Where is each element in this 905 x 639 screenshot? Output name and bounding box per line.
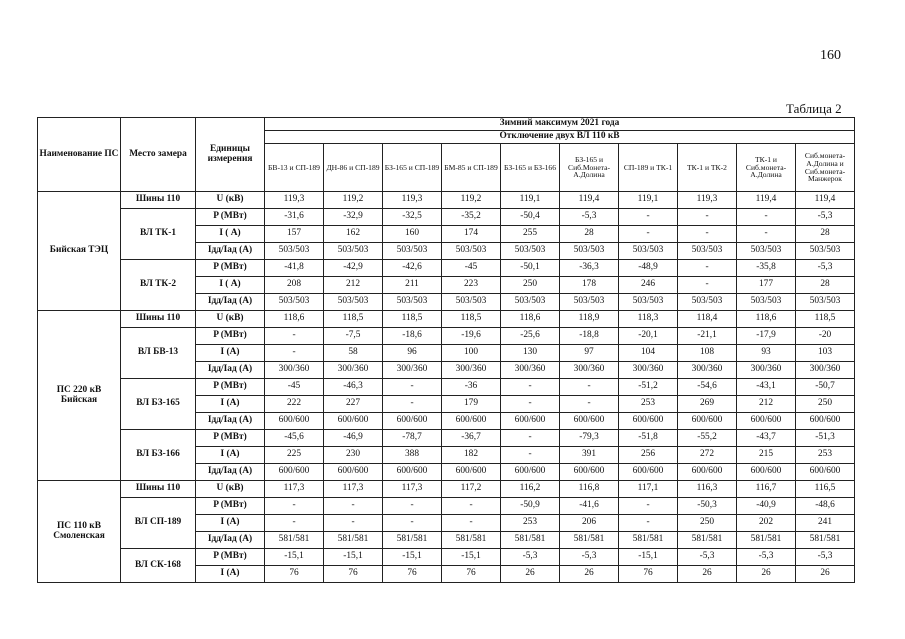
value-cell: 119,4 [560, 192, 619, 209]
value-cell: -15,1 [265, 549, 324, 566]
value-cell: - [678, 260, 737, 277]
header-case: СП-189 и ТК-1 [619, 144, 678, 192]
value-cell: 179 [442, 396, 501, 413]
value-cell: 503/503 [737, 243, 796, 260]
unit-cell: Iдд/Iад (А) [196, 294, 265, 311]
value-cell: 256 [619, 447, 678, 464]
value-cell: 76 [442, 566, 501, 583]
value-cell: - [619, 515, 678, 532]
value-cell: 177 [737, 277, 796, 294]
header-case: Сиб.монета-А.Долина и Сиб.монета-Манжерок [796, 144, 855, 192]
value-cell: -54,6 [678, 379, 737, 396]
value-cell: 96 [383, 345, 442, 362]
value-cell: - [501, 447, 560, 464]
value-cell: 300/360 [796, 362, 855, 379]
value-cell: 600/600 [678, 413, 737, 430]
value-cell: 246 [619, 277, 678, 294]
unit-cell: P (МВт) [196, 498, 265, 515]
value-cell: 26 [560, 566, 619, 583]
value-cell: 117,2 [442, 481, 501, 498]
measurement-place: Шины 110 [121, 481, 196, 498]
value-cell: 503/503 [619, 294, 678, 311]
value-cell: -20,1 [619, 328, 678, 345]
value-cell: 76 [383, 566, 442, 583]
value-cell: 503/503 [501, 294, 560, 311]
value-cell: 503/503 [796, 294, 855, 311]
unit-cell: I (А) [196, 566, 265, 583]
value-cell: 118,5 [324, 311, 383, 328]
value-cell: 108 [678, 345, 737, 362]
value-cell: - [560, 396, 619, 413]
value-cell: -78,7 [383, 430, 442, 447]
unit-cell: I (А) [196, 515, 265, 532]
substation-name: ПС 110 кВ Смоленская [38, 481, 121, 583]
value-cell: -5,3 [737, 549, 796, 566]
value-cell: 600/600 [796, 464, 855, 481]
value-cell: 118,5 [383, 311, 442, 328]
value-cell: 157 [265, 226, 324, 243]
value-cell: 600/600 [442, 413, 501, 430]
value-cell: 503/503 [796, 243, 855, 260]
value-cell: -32,5 [383, 209, 442, 226]
header-season: Зимний максимум 2021 года [265, 118, 855, 131]
value-cell: 503/503 [383, 243, 442, 260]
measurement-place: Шины 110 [121, 192, 196, 209]
value-cell: 600/600 [796, 413, 855, 430]
value-cell: 255 [501, 226, 560, 243]
value-cell: 503/503 [383, 294, 442, 311]
value-cell: 202 [737, 515, 796, 532]
value-cell: -40,9 [737, 498, 796, 515]
value-cell: 503/503 [324, 294, 383, 311]
value-cell: 58 [324, 345, 383, 362]
value-cell: 117,3 [324, 481, 383, 498]
measurement-place: ВЛ ТК-2 [121, 260, 196, 311]
value-cell: -35,2 [442, 209, 501, 226]
value-cell: -50,4 [501, 209, 560, 226]
value-cell: 600/600 [737, 413, 796, 430]
value-cell: 206 [560, 515, 619, 532]
value-cell: 116,8 [560, 481, 619, 498]
value-cell: 119,3 [678, 192, 737, 209]
value-cell: -51,2 [619, 379, 678, 396]
value-cell: -19,6 [442, 328, 501, 345]
value-cell: 600/600 [383, 464, 442, 481]
unit-cell: P (МВт) [196, 260, 265, 277]
value-cell: 391 [560, 447, 619, 464]
page-number: 160 [820, 48, 841, 63]
value-cell: 600/600 [619, 464, 678, 481]
value-cell: - [383, 515, 442, 532]
value-cell: 250 [796, 396, 855, 413]
value-cell: -17,9 [737, 328, 796, 345]
header-place: Место замера [121, 118, 196, 192]
unit-cell: U (кВ) [196, 192, 265, 209]
value-cell: 581/581 [324, 532, 383, 549]
value-cell: 222 [265, 396, 324, 413]
value-cell: 581/581 [265, 532, 324, 549]
value-cell: - [737, 209, 796, 226]
value-cell: -7,5 [324, 328, 383, 345]
value-cell: 600/600 [324, 413, 383, 430]
value-cell: -45 [265, 379, 324, 396]
value-cell: 253 [501, 515, 560, 532]
table-row [38, 379, 855, 396]
value-cell: 581/581 [619, 532, 678, 549]
value-cell: 211 [383, 277, 442, 294]
table-row [38, 481, 855, 498]
value-cell: -15,1 [442, 549, 501, 566]
value-cell: - [501, 396, 560, 413]
substation-name: ПС 220 кВ Бийская [38, 311, 121, 481]
value-cell: -20 [796, 328, 855, 345]
value-cell: 26 [796, 566, 855, 583]
value-cell: 26 [737, 566, 796, 583]
measurement-place: ВЛ БЗ-166 [121, 430, 196, 481]
value-cell: -50,9 [501, 498, 560, 515]
header-ps: Наименование ПС [38, 118, 121, 192]
unit-cell: P (МВт) [196, 430, 265, 447]
value-cell: 103 [796, 345, 855, 362]
value-cell: 116,2 [501, 481, 560, 498]
value-cell: 581/581 [383, 532, 442, 549]
value-cell: 241 [796, 515, 855, 532]
value-cell: 117,3 [383, 481, 442, 498]
value-cell: 178 [560, 277, 619, 294]
value-cell: -5,3 [796, 209, 855, 226]
value-cell: 76 [619, 566, 678, 583]
header-case: БМ-85 и СП-189 [442, 144, 501, 192]
unit-cell: Iдд/Iад (А) [196, 243, 265, 260]
value-cell: -50,1 [501, 260, 560, 277]
unit-cell: I ( А) [196, 226, 265, 243]
unit-cell: Iдд/Iад (А) [196, 464, 265, 481]
unit-cell: Iдд/Iад (А) [196, 532, 265, 549]
value-cell: 212 [737, 396, 796, 413]
value-cell: 600/600 [737, 464, 796, 481]
value-cell: 503/503 [678, 243, 737, 260]
value-cell: 230 [324, 447, 383, 464]
value-cell: 600/600 [678, 464, 737, 481]
value-cell: - [383, 396, 442, 413]
value-cell: -43,1 [737, 379, 796, 396]
unit-cell: Iдд/Iад (А) [196, 413, 265, 430]
value-cell: - [619, 209, 678, 226]
value-cell: 119,3 [383, 192, 442, 209]
value-cell: -41,6 [560, 498, 619, 515]
value-cell: - [560, 379, 619, 396]
value-cell: 503/503 [501, 243, 560, 260]
value-cell: - [324, 515, 383, 532]
value-cell: -41,8 [265, 260, 324, 277]
value-cell: -5,3 [796, 260, 855, 277]
value-cell: 581/581 [796, 532, 855, 549]
header-units: Единицы измерения [196, 118, 265, 192]
value-cell: 116,7 [737, 481, 796, 498]
value-cell: 503/503 [442, 243, 501, 260]
value-cell: - [619, 226, 678, 243]
value-cell: -36,7 [442, 430, 501, 447]
value-cell: 581/581 [678, 532, 737, 549]
value-cell: 160 [383, 226, 442, 243]
value-cell: 174 [442, 226, 501, 243]
header-scenario: Отключение двух ВЛ 110 кВ [265, 131, 855, 144]
value-cell: 300/360 [442, 362, 501, 379]
value-cell: 503/503 [442, 294, 501, 311]
value-cell: 388 [383, 447, 442, 464]
table-row [38, 549, 855, 566]
value-cell: 119,3 [265, 192, 324, 209]
value-cell: 600/600 [265, 464, 324, 481]
value-cell: - [265, 515, 324, 532]
value-cell: - [678, 277, 737, 294]
value-cell: - [383, 379, 442, 396]
header-case: БЗ-165 и СП-189 [383, 144, 442, 192]
value-cell: - [265, 345, 324, 362]
value-cell: 225 [265, 447, 324, 464]
value-cell: -45,6 [265, 430, 324, 447]
unit-cell: P (МВт) [196, 549, 265, 566]
value-cell: 104 [619, 345, 678, 362]
value-cell: 300/360 [737, 362, 796, 379]
value-cell: 300/360 [324, 362, 383, 379]
value-cell: 300/360 [501, 362, 560, 379]
value-cell: -15,1 [324, 549, 383, 566]
value-cell: 118,3 [619, 311, 678, 328]
value-cell: 503/503 [678, 294, 737, 311]
value-cell: - [265, 498, 324, 515]
value-cell: -32,9 [324, 209, 383, 226]
value-cell: 130 [501, 345, 560, 362]
value-cell: - [383, 498, 442, 515]
unit-cell: I (А) [196, 345, 265, 362]
measurement-place: Шины 110 [121, 311, 196, 328]
value-cell: 269 [678, 396, 737, 413]
value-cell: - [501, 430, 560, 447]
header-case: ТК-1 и Сиб.монета-А.Долина [737, 144, 796, 192]
value-cell: 581/581 [442, 532, 501, 549]
value-cell: 300/360 [560, 362, 619, 379]
value-cell: 119,2 [442, 192, 501, 209]
value-cell: 208 [265, 277, 324, 294]
value-cell: 215 [737, 447, 796, 464]
value-cell: 503/503 [737, 294, 796, 311]
header-case: ДН-86 и СП-189 [324, 144, 383, 192]
value-cell: -5,3 [796, 549, 855, 566]
value-cell: 272 [678, 447, 737, 464]
value-cell: 76 [265, 566, 324, 583]
unit-cell: P (МВт) [196, 379, 265, 396]
value-cell: - [265, 328, 324, 345]
table-row [38, 311, 855, 328]
value-cell: -42,6 [383, 260, 442, 277]
substation-name: Бийская ТЭЦ [38, 192, 121, 311]
table-caption: Таблица 2 [786, 101, 842, 116]
value-cell: 600/600 [442, 464, 501, 481]
unit-cell: U (кВ) [196, 311, 265, 328]
value-cell: -5,3 [560, 549, 619, 566]
value-cell: 600/600 [619, 413, 678, 430]
measurement-table [37, 117, 855, 583]
value-cell: 300/360 [678, 362, 737, 379]
value-cell: -50,3 [678, 498, 737, 515]
value-cell: 118,6 [501, 311, 560, 328]
value-cell: 600/600 [501, 413, 560, 430]
value-cell: 300/360 [265, 362, 324, 379]
value-cell: 600/600 [324, 464, 383, 481]
header-case: ТК-1 и ТК-2 [678, 144, 737, 192]
value-cell: -31,6 [265, 209, 324, 226]
header-case: БВ-13 и СП-189 [265, 144, 324, 192]
value-cell: 116,3 [678, 481, 737, 498]
measurement-place: ВЛ СК-168 [121, 549, 196, 583]
unit-cell: I (А) [196, 447, 265, 464]
value-cell: -42,9 [324, 260, 383, 277]
value-cell: 253 [796, 447, 855, 464]
table-row [38, 209, 855, 226]
value-cell: 503/503 [560, 243, 619, 260]
value-cell: -5,3 [501, 549, 560, 566]
value-cell: 118,5 [442, 311, 501, 328]
value-cell: 503/503 [619, 243, 678, 260]
value-cell: 600/600 [560, 413, 619, 430]
header-case: БЗ-165 и Сиб.Монета-А.Долина [560, 144, 619, 192]
value-cell: 600/600 [560, 464, 619, 481]
value-cell: -15,1 [383, 549, 442, 566]
unit-cell: P (МВт) [196, 209, 265, 226]
value-cell: 26 [501, 566, 560, 583]
value-cell: -21,1 [678, 328, 737, 345]
value-cell: 600/600 [265, 413, 324, 430]
value-cell: 118,6 [737, 311, 796, 328]
value-cell: - [442, 515, 501, 532]
unit-cell: I ( А) [196, 277, 265, 294]
value-cell: -79,3 [560, 430, 619, 447]
value-cell: - [501, 379, 560, 396]
value-cell: 223 [442, 277, 501, 294]
value-cell: -51,8 [619, 430, 678, 447]
measurement-place: ВЛ БЗ-165 [121, 379, 196, 430]
value-cell: - [737, 226, 796, 243]
value-cell: 119,1 [619, 192, 678, 209]
value-cell: 212 [324, 277, 383, 294]
measurement-place: ВЛ БВ-13 [121, 328, 196, 379]
table-row [38, 498, 855, 515]
value-cell: - [324, 498, 383, 515]
value-cell: 503/503 [560, 294, 619, 311]
value-cell: -36,3 [560, 260, 619, 277]
header-case: БЗ-165 и БЗ-166 [501, 144, 560, 192]
value-cell: - [442, 498, 501, 515]
value-cell: 26 [678, 566, 737, 583]
value-cell: 119,4 [737, 192, 796, 209]
table-row [38, 192, 855, 209]
value-cell: -36 [442, 379, 501, 396]
value-cell: -55,2 [678, 430, 737, 447]
value-cell: 28 [796, 226, 855, 243]
value-cell: -48,9 [619, 260, 678, 277]
value-cell: 250 [501, 277, 560, 294]
table-row [38, 430, 855, 447]
value-cell: -43,7 [737, 430, 796, 447]
value-cell: 581/581 [737, 532, 796, 549]
value-cell: 118,4 [678, 311, 737, 328]
value-cell: - [678, 226, 737, 243]
value-cell: 93 [737, 345, 796, 362]
value-cell: 119,2 [324, 192, 383, 209]
value-cell: 28 [796, 277, 855, 294]
value-cell: 300/360 [619, 362, 678, 379]
value-cell: 503/503 [324, 243, 383, 260]
value-cell: 118,5 [796, 311, 855, 328]
value-cell: -15,1 [619, 549, 678, 566]
value-cell: -45 [442, 260, 501, 277]
measurement-place: ВЛ ТК-1 [121, 209, 196, 260]
table-row [38, 328, 855, 345]
value-cell: 28 [560, 226, 619, 243]
value-cell: 117,3 [265, 481, 324, 498]
value-cell: 97 [560, 345, 619, 362]
value-cell: -51,3 [796, 430, 855, 447]
value-cell: 300/360 [383, 362, 442, 379]
value-cell: -48,6 [796, 498, 855, 515]
value-cell: 116,5 [796, 481, 855, 498]
value-cell: - [619, 498, 678, 515]
unit-cell: U (кВ) [196, 481, 265, 498]
value-cell: 182 [442, 447, 501, 464]
value-cell: -50,7 [796, 379, 855, 396]
value-cell: 100 [442, 345, 501, 362]
value-cell: 503/503 [265, 294, 324, 311]
value-cell: 162 [324, 226, 383, 243]
value-cell: 600/600 [383, 413, 442, 430]
value-cell: -5,3 [678, 549, 737, 566]
value-cell: 600/600 [501, 464, 560, 481]
value-cell: -5,3 [560, 209, 619, 226]
value-cell: -46,9 [324, 430, 383, 447]
table-row [38, 260, 855, 277]
value-cell: 227 [324, 396, 383, 413]
value-cell: 119,4 [796, 192, 855, 209]
value-cell: -25,6 [501, 328, 560, 345]
value-cell: 118,6 [265, 311, 324, 328]
value-cell: 250 [678, 515, 737, 532]
value-cell: 581/581 [560, 532, 619, 549]
value-cell: -18,8 [560, 328, 619, 345]
unit-cell: P (МВт) [196, 328, 265, 345]
unit-cell: Iдд/Iад (А) [196, 362, 265, 379]
value-cell: 118,9 [560, 311, 619, 328]
value-cell: 581/581 [501, 532, 560, 549]
value-cell: -18,6 [383, 328, 442, 345]
value-cell: 253 [619, 396, 678, 413]
value-cell: 119,1 [501, 192, 560, 209]
measurement-place: ВЛ СП-189 [121, 498, 196, 549]
value-cell: 76 [324, 566, 383, 583]
value-cell: -46,3 [324, 379, 383, 396]
value-cell: 117,1 [619, 481, 678, 498]
value-cell: - [678, 209, 737, 226]
value-cell: 503/503 [265, 243, 324, 260]
value-cell: -35,8 [737, 260, 796, 277]
unit-cell: I (А) [196, 396, 265, 413]
